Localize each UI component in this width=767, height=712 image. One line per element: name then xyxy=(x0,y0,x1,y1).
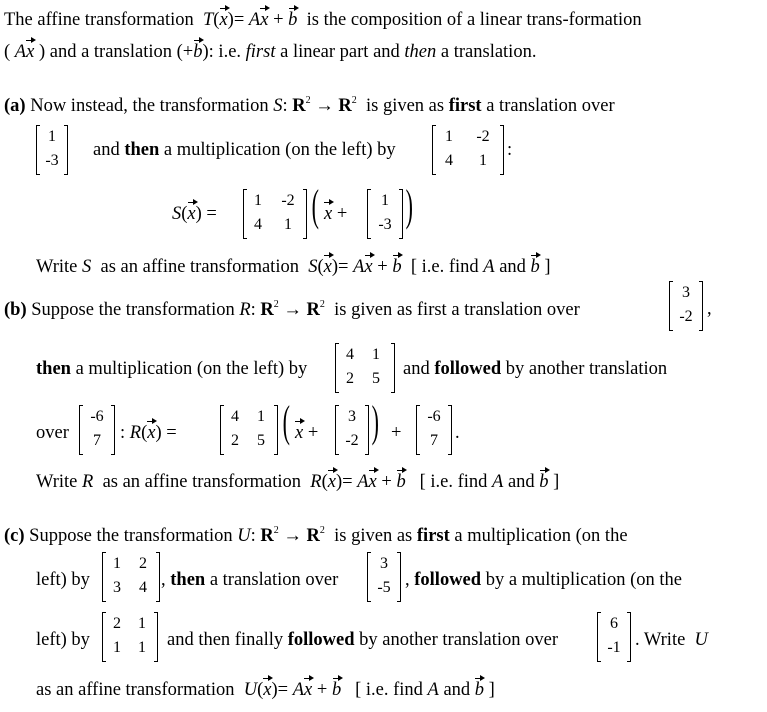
matrix-a-eq: 1 -2 4 1 xyxy=(243,190,307,238)
part-c-write-u: . Write U xyxy=(635,630,708,650)
comma: , xyxy=(707,299,712,319)
part-c-line-3: and then finally followed by another translation over xyxy=(167,630,558,650)
part-c-line-1: (c) Suppose the transformation U: $R^2 \to R^2$ is given as first a multiplication (on the xyxy=(4,525,628,546)
matrix-a: 1 -2 4 1 xyxy=(432,126,504,174)
part-a-write: Write S as an affine transformation S(x)= Ax + b [ i.e. find A and b ] xyxy=(36,257,551,277)
matrix-c-1: 1 2 3 4 xyxy=(102,553,160,601)
s-equation-mid: x + xyxy=(324,204,348,224)
r-equation-lhs: : R(x) = xyxy=(120,423,177,443)
part-c-line-4: as an affine transformation U(x)= Ax + b [ i.e. find A and b ] xyxy=(36,680,495,700)
intro-line-1: The affine transformation T(x)= Ax + b is the composition of a linear trans-formation xyxy=(4,10,642,30)
matrix-b-eq: 4 1 2 5 xyxy=(220,406,278,454)
matrix-b: 4 1 2 5 xyxy=(335,344,395,392)
period: . xyxy=(455,423,460,443)
part-b-line-2a: then a multiplication (on the left) by xyxy=(36,359,308,379)
part-c-left-by: left) by xyxy=(36,570,90,590)
colon: : xyxy=(507,140,513,160)
vector-a-translation: 1 -3 xyxy=(36,126,68,174)
vector-c-translation-2: 6 -1 xyxy=(597,613,631,661)
part-b-write: Write R as an affine transformation R(x)= Ax + b [ i.e. find A and b ] xyxy=(36,472,560,492)
paren-open: ( xyxy=(311,181,319,230)
vector-b-eq-2: -6 7 xyxy=(416,406,452,454)
s-equation-lhs: S(x) = xyxy=(172,204,217,224)
vector-a-eq: 1 -3 xyxy=(367,190,403,238)
paren-open: ( xyxy=(282,397,290,446)
paren-close: ) xyxy=(405,181,413,230)
paren-close: ) xyxy=(371,397,379,446)
part-a-line-1: (a) Now instead, the transformation S: $R^2 \to R^2$ is given as first a translation over xyxy=(4,95,615,116)
part-a-line-2: and then a multiplication (on the left) by xyxy=(93,140,396,160)
r-equation-mid: x + xyxy=(295,423,319,443)
plus: + xyxy=(391,423,402,443)
vector-b-translation-2: -6 7 xyxy=(79,406,115,454)
part-c-line-2: , then a translation over xyxy=(161,570,339,590)
vector-b-translation-1: 3 -2 xyxy=(669,282,703,330)
part-b-line-1: (b) Suppose the transformation R: $R^2 \to R^2$ is given as first a translation over xyxy=(4,299,580,320)
vector-c-translation-1: 3 -5 xyxy=(367,553,401,601)
part-b-line-2b: and followed by another translation xyxy=(403,359,668,379)
matrix-c-2: 2 1 1 1 xyxy=(102,613,158,661)
part-b-over: over xyxy=(36,423,69,443)
intro-line-2: ( Ax ) and a translation (+b): i.e. first a linear part and then a translation. xyxy=(4,42,537,62)
vector-b-eq-1: 3 -2 xyxy=(335,406,369,454)
part-c-line-2b: , followed by a multiplication (on the xyxy=(405,570,682,590)
part-c-left-by-2: left) by xyxy=(36,630,90,650)
